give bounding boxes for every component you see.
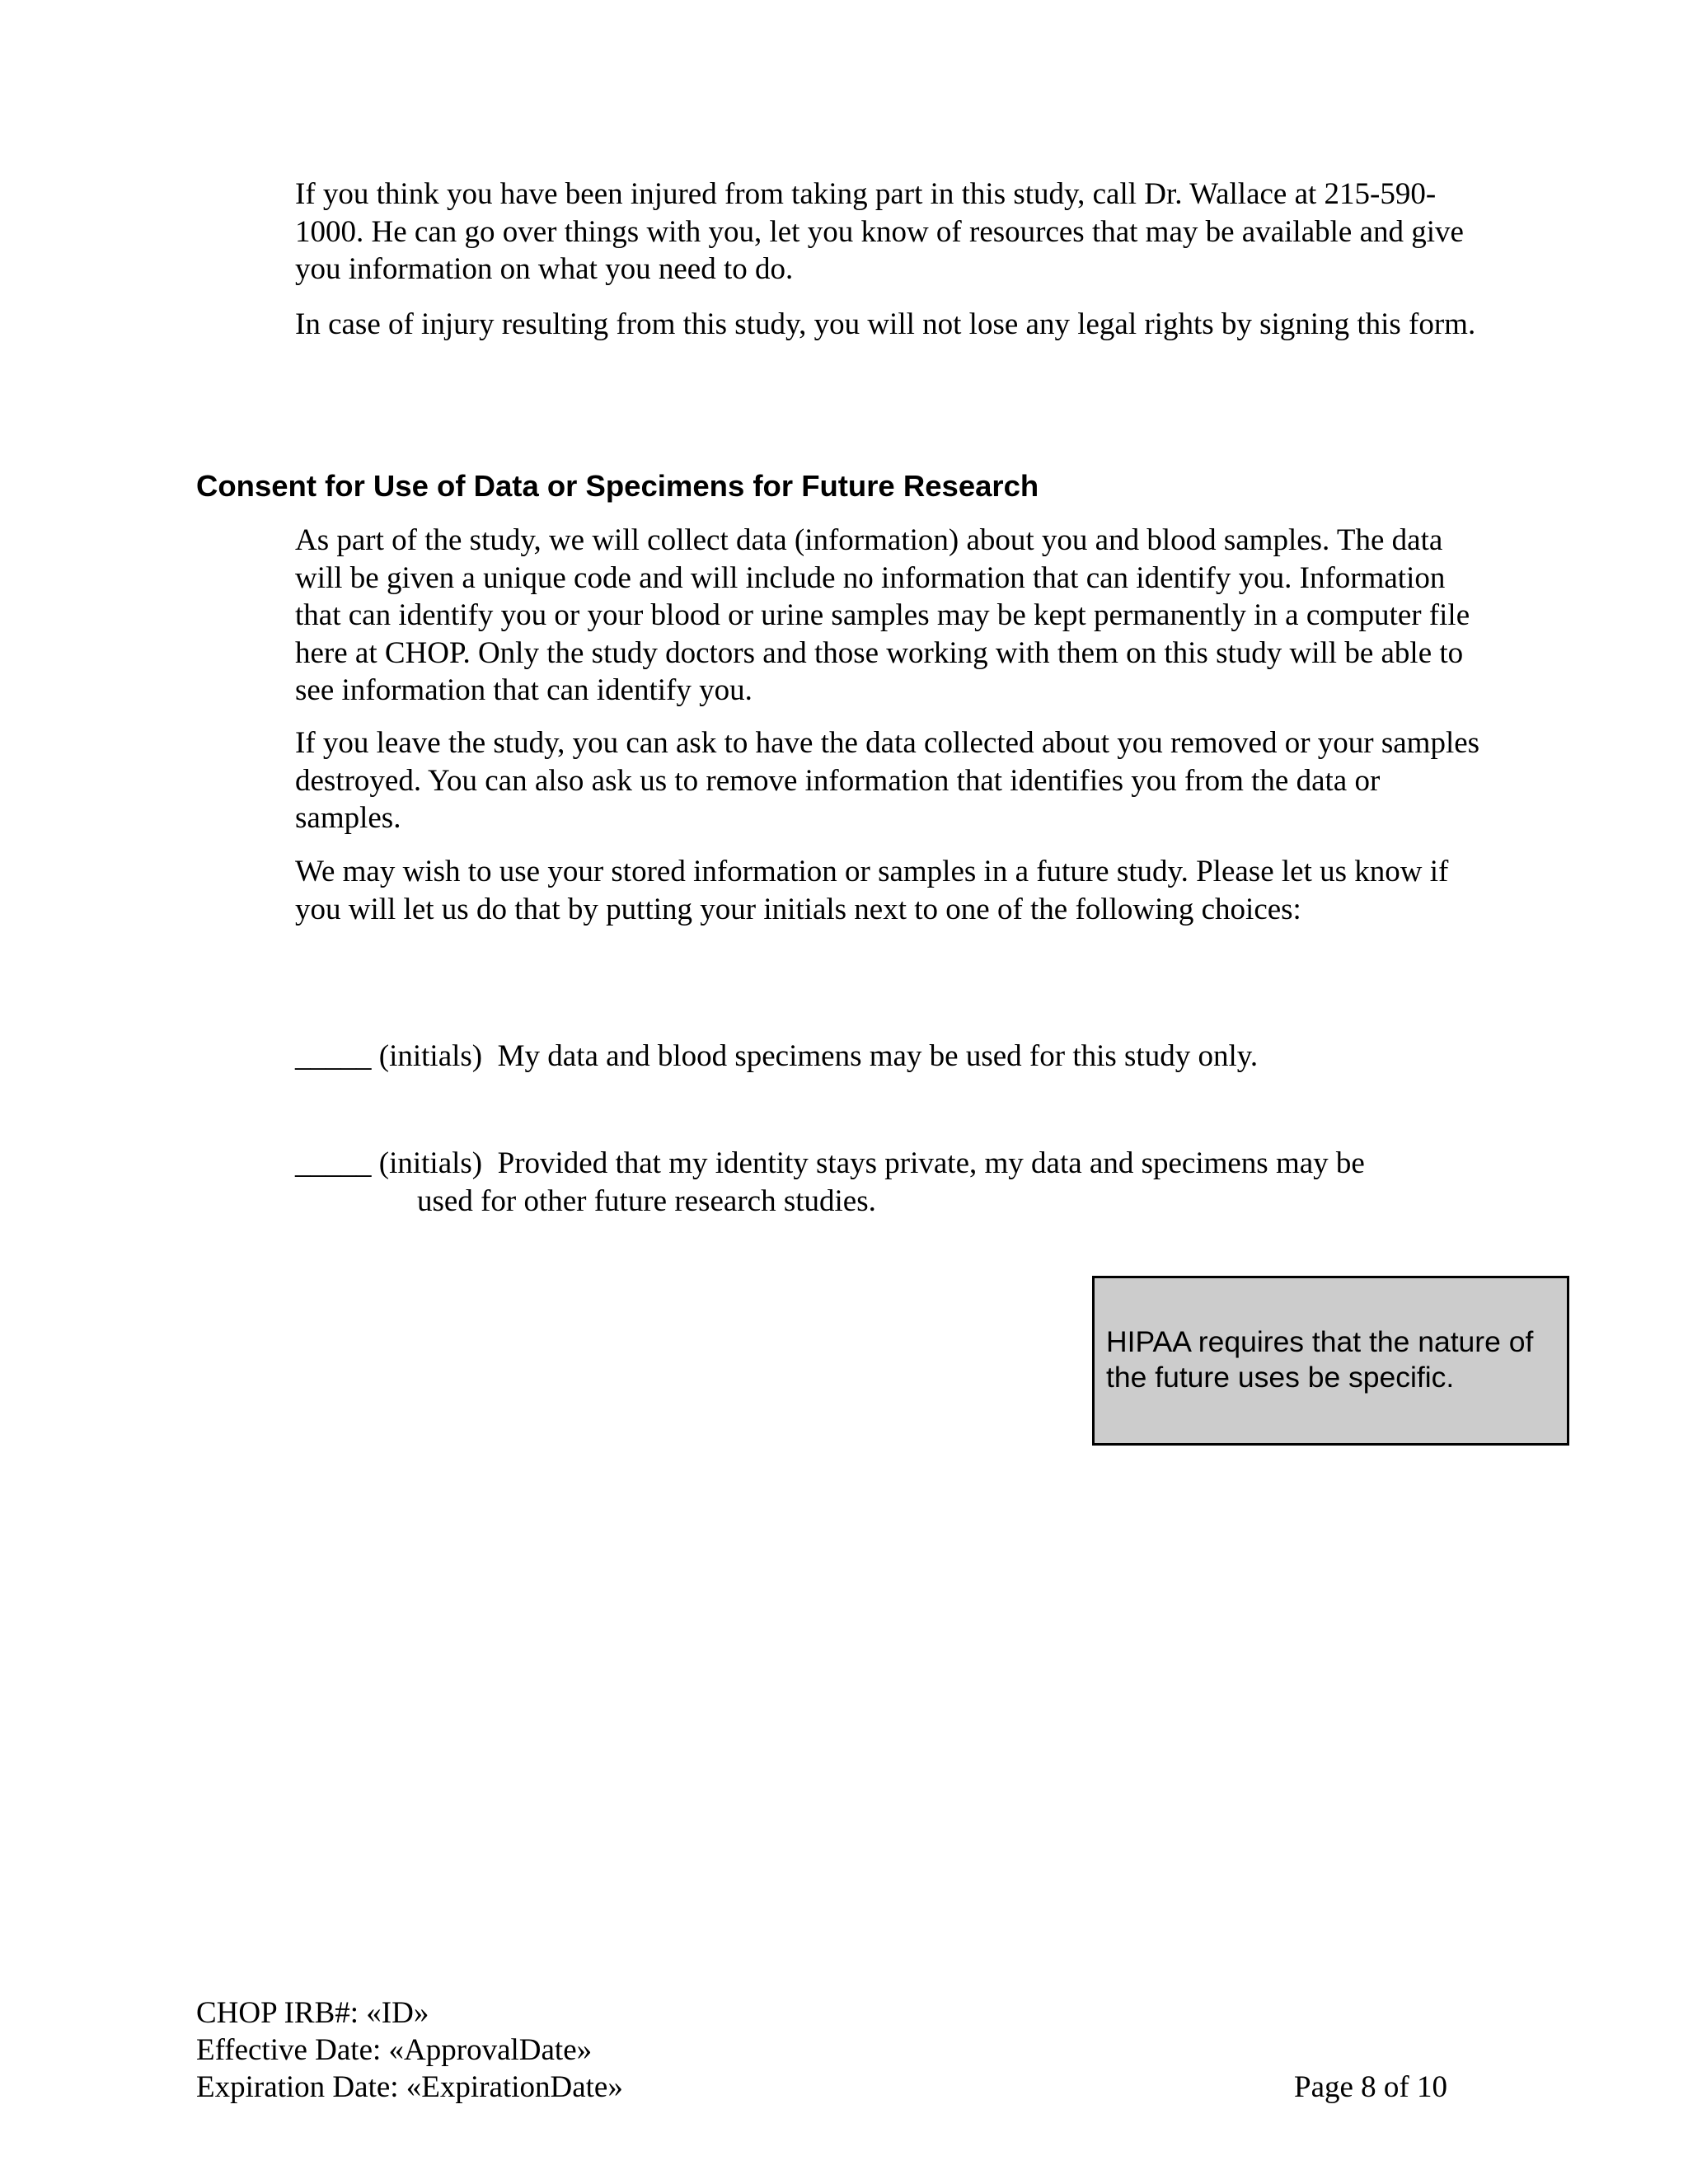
future-use-paragraph: We may wish to use your stored information or samples in a future study. Please let us know if you will let us do that by putting your initials next to one of the following choices: — [295, 855, 1449, 926]
choice-this-study-only — [295, 1038, 1482, 1076]
choice-text: Provided that my identity stays private, my data and specimens may be — [497, 1146, 1365, 1180]
footer-effective-date: Effective Date: «ApprovalDate» — [196, 2033, 593, 2067]
choice-text: My data and blood specimens may be used for this study only. — [497, 1039, 1259, 1073]
choice-text-continuation: used for other future research studies. — [417, 1183, 876, 1218]
choice-future-research — [295, 1145, 1482, 1220]
data-collection-paragraph: As part of the study, we will collect data (information) about you and blood samples. The data will be given a unique code and will include no information that can identify you. Information that can identify you or your blood or urine samples may be kept permanently in a computer file here at CHOP. Only the study doctors and those working with them on this study will be able to see information that can identify you. — [295, 523, 1470, 707]
initials-label: (initials) — [378, 1039, 483, 1073]
hipaa-note-text: HIPAA requires that the nature of the future uses be specific. — [1106, 1325, 1534, 1394]
initials-blank[interactable]: _____ — [295, 1039, 372, 1073]
withdrawal-paragraph: If you leave the study, you can ask to have the data collected about you removed or your samples destroyed. You can also ask us to remove information that identifies you from the data or samples. — [295, 726, 1480, 835]
page-number: Page 8 of 10 — [1294, 2070, 1447, 2104]
footer-expiration-date: Expiration Date: «ExpirationDate» — [196, 2070, 623, 2104]
initials-blank[interactable]: _____ — [295, 1146, 372, 1180]
footer-irb-number: CHOP IRB#: «ID» — [196, 1996, 429, 2030]
legal-rights-paragraph: In case of injury resulting from this study, you will not lose any legal rights by signing this form. — [295, 307, 1476, 341]
initials-label: (initials) — [378, 1146, 483, 1180]
section-heading: Consent for Use of Data or Specimens for Future Research — [196, 469, 1039, 503]
hipaa-note-box — [1092, 1276, 1569, 1446]
injury-contact-paragraph: If you think you have been injured from taking part in this study, call Dr. Wallace at 215-590-1000. He can go over things with you, let you know of resources that may be available and give you information on what you need to do. — [295, 177, 1464, 286]
